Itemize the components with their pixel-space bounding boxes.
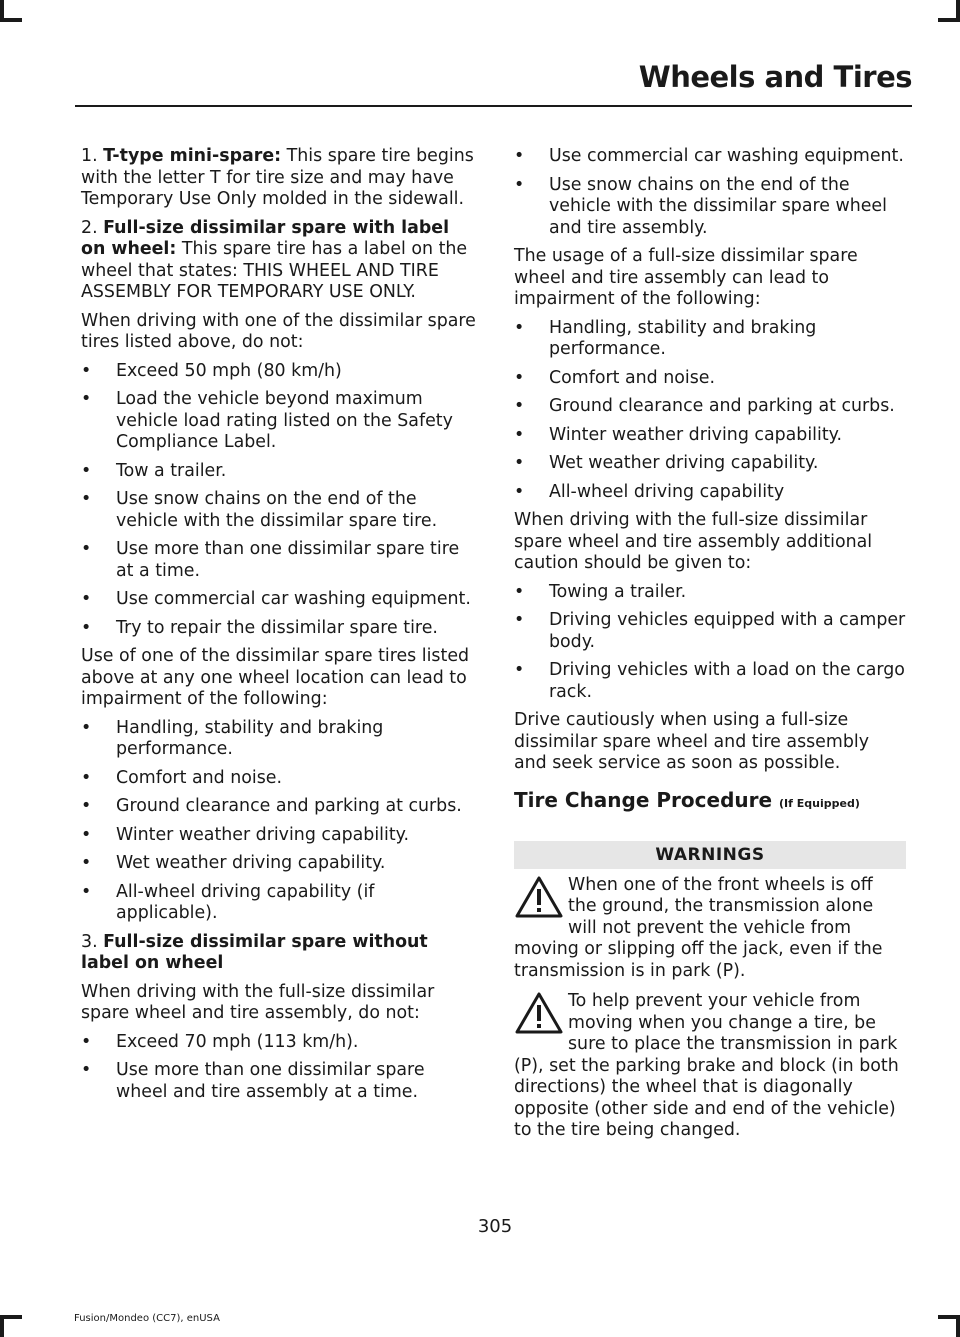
list-fullsize-do-not <box>81 1032 479 1104</box>
bullet: • <box>514 453 525 473</box>
crop-mark <box>938 18 960 22</box>
bullet: • <box>514 396 525 416</box>
list-item-text: Use commercial car washing equipment. <box>549 146 904 166</box>
paragraph-labeled: 2. Full-size dissimilar spare with label on wheel: This spare tire has a label on the wheel that states: THIS WHEEL AND TIRE ASSEMBLY FOR TEMPORARY USE ONLY. <box>81 217 468 302</box>
list-item <box>81 768 479 790</box>
list-item-text: Use commercial car washing equipment. <box>116 589 471 609</box>
list-item <box>81 718 479 761</box>
list-item-text: Exceed 70 mph (113 km/h). <box>116 1031 359 1052</box>
page-number: 305 <box>477 1216 513 1237</box>
crop-mark <box>0 18 22 22</box>
term-labeled: Full-size dissimilar spare with label on wheel: <box>81 217 450 259</box>
list-item-text: Winter weather driving capability. <box>549 424 842 445</box>
list-item <box>81 361 479 383</box>
bullet: • <box>81 360 92 381</box>
term-tmini: T-type mini-spare: <box>103 146 282 166</box>
bullet: • <box>514 610 525 630</box>
list-item <box>514 482 906 504</box>
list-item <box>514 582 906 604</box>
bullet: • <box>81 589 92 609</box>
list-item-text: Use more than one dissimilar spare wheel and tire assembly at a time. <box>116 1060 425 1102</box>
list-item-text: All-wheel driving capability (if applicable). <box>116 881 375 923</box>
warning-triangle-icon <box>514 991 564 1037</box>
list-item <box>514 453 906 475</box>
bullet: • <box>81 489 92 509</box>
list-item-text: Exceed 50 mph (80 km/h) <box>116 360 342 381</box>
bullet: • <box>81 1060 92 1080</box>
bullet: • <box>81 881 92 902</box>
list-item <box>81 853 479 875</box>
header-divider <box>75 105 912 107</box>
warning-text: To help prevent your vehicle from moving when you change a tire, be sure to place the transmission in park (P), set the parking brake and block (in both directions) the wheel that is diagonally opposite (other side and end of the vehicle) to the tire being changed. <box>514 991 899 1140</box>
list-item-text: Towing a trailer. <box>549 581 687 602</box>
list-item-text: Handling, stability and braking performance. <box>116 717 384 759</box>
list-item-text: Use snow chains on the end of the vehicle with the dissimilar spare wheel and tire assembly. <box>549 174 887 238</box>
list-item-text: Winter weather driving capability. <box>116 824 409 845</box>
list-item <box>514 318 906 361</box>
bullet: • <box>81 717 92 738</box>
list-item <box>81 389 479 454</box>
paragraph-tmini: 1. T-type mini-spare: This spare tire begins with the letter T for tire size and may have Temporary Use Only molded in the sidewall. <box>81 146 474 209</box>
list-item <box>81 1060 479 1103</box>
paragraph-impairment: Use of one of the dissimilar spare tires listed above at any one wheel location can lead to impairment of the following: <box>81 646 470 709</box>
warning-item <box>514 991 906 1142</box>
list-item-text: Wet weather driving capability. <box>116 853 386 873</box>
list-item-text: Ground clearance and parking at curbs. <box>116 796 462 816</box>
list-item-text: Driving vehicles with a load on the cargo rack. <box>549 660 905 702</box>
list-usage-impairment <box>514 318 906 504</box>
bullet: • <box>81 539 92 559</box>
heading-note: (If Equipped) <box>779 796 860 810</box>
list-fullsize-do-not-cont <box>514 146 906 239</box>
list-item-text: Tow a trailer. <box>116 460 227 481</box>
warning-text: When one of the front wheels is off the ground, the transmission alone will not prevent the vehicle from moving or slipping off the jack, even if the transmission is in park (P). <box>514 874 883 981</box>
right-column <box>514 146 906 1142</box>
list-item-text: Handling, stability and braking performance. <box>549 317 817 359</box>
bullet: • <box>81 824 92 845</box>
bullet: • <box>81 389 92 409</box>
bullet: • <box>81 1031 92 1052</box>
bullet: • <box>514 317 525 338</box>
bullet: • <box>514 424 525 445</box>
list-item <box>514 660 906 703</box>
paragraph-do-not: When driving with one of the dissimilar spare tires listed above, do not: <box>81 310 476 352</box>
list-item <box>81 796 479 818</box>
list-item <box>81 539 479 582</box>
paragraph-caution: When driving with the full-size dissimilar spare wheel and tire assembly additional caution should be given to: <box>514 510 873 573</box>
list-item <box>81 1032 479 1054</box>
list-item-text: All-wheel driving capability <box>549 481 785 502</box>
list-item <box>514 610 906 653</box>
paragraph-usage: The usage of a full-size dissimilar spare wheel and tire assembly can lead to impairment of the following: <box>514 246 858 309</box>
list-item-text: Use snow chains on the end of the vehicle with the dissimilar spare tire. <box>116 489 438 531</box>
list-item-text: Comfort and noise. <box>549 367 716 388</box>
paragraph-fullsize-do-not: When driving with the full-size dissimilar spare wheel and tire assembly, do not: <box>81 981 435 1023</box>
crop-mark <box>0 1315 22 1319</box>
list-item <box>81 589 479 611</box>
list-item <box>81 882 479 925</box>
list-item-text: Use more than one dissimilar spare tire at a time. <box>116 539 460 581</box>
page-title: Wheels and Tires <box>638 60 912 94</box>
bullet: • <box>514 146 525 166</box>
list-item <box>81 618 479 640</box>
list-item <box>514 175 906 240</box>
paragraph-drive-cautiously: Drive cautiously when using a full-size dissimilar spare wheel and tire assembly and seek service as soon as possible. <box>514 710 869 773</box>
bullet: • <box>81 767 92 788</box>
list-item-text: Wet weather driving capability. <box>549 453 819 473</box>
list-item-text: Comfort and noise. <box>116 767 283 788</box>
list-item-text: Driving vehicles equipped with a camper body. <box>549 610 906 652</box>
left-column <box>81 146 479 1110</box>
bullet: • <box>81 796 92 816</box>
bullet: • <box>514 481 525 502</box>
bullet: • <box>514 367 525 388</box>
paragraph-unlabeled: 3. Full-size dissimilar spare without label on wheel <box>81 931 428 973</box>
list-item-text: Ground clearance and parking at curbs. <box>549 396 895 416</box>
bullet: • <box>514 581 525 602</box>
warning-item <box>514 875 906 983</box>
bullet: • <box>81 617 92 638</box>
list-item <box>81 489 479 532</box>
list-caution <box>514 582 906 704</box>
footer-text: Fusion/Mondeo (CC7), enUSA <box>74 1313 220 1324</box>
list-item-text: Load the vehicle beyond maximum vehicle load rating listed on the Safety Compliance Label. <box>116 389 453 452</box>
bullet: • <box>514 660 525 680</box>
list-item <box>514 368 906 390</box>
warning-triangle-icon <box>514 875 564 921</box>
list-item-text: Try to repair the dissimilar spare tire. <box>116 617 438 638</box>
list-item <box>514 425 906 447</box>
list-item <box>514 396 906 418</box>
list-do-not <box>81 361 479 640</box>
list-item <box>81 825 479 847</box>
term-unlabeled: Full-size dissimilar spare without label on wheel <box>81 931 428 973</box>
bullet: • <box>514 174 525 195</box>
bullet: • <box>81 853 92 873</box>
bullet: • <box>81 460 92 481</box>
list-impairment <box>81 718 479 925</box>
list-item <box>514 146 906 168</box>
crop-mark <box>938 1315 960 1319</box>
warnings-banner: WARNINGS <box>514 841 906 869</box>
section-heading: Tire Change Procedure (If Equipped) <box>514 787 860 812</box>
list-item <box>81 461 479 483</box>
